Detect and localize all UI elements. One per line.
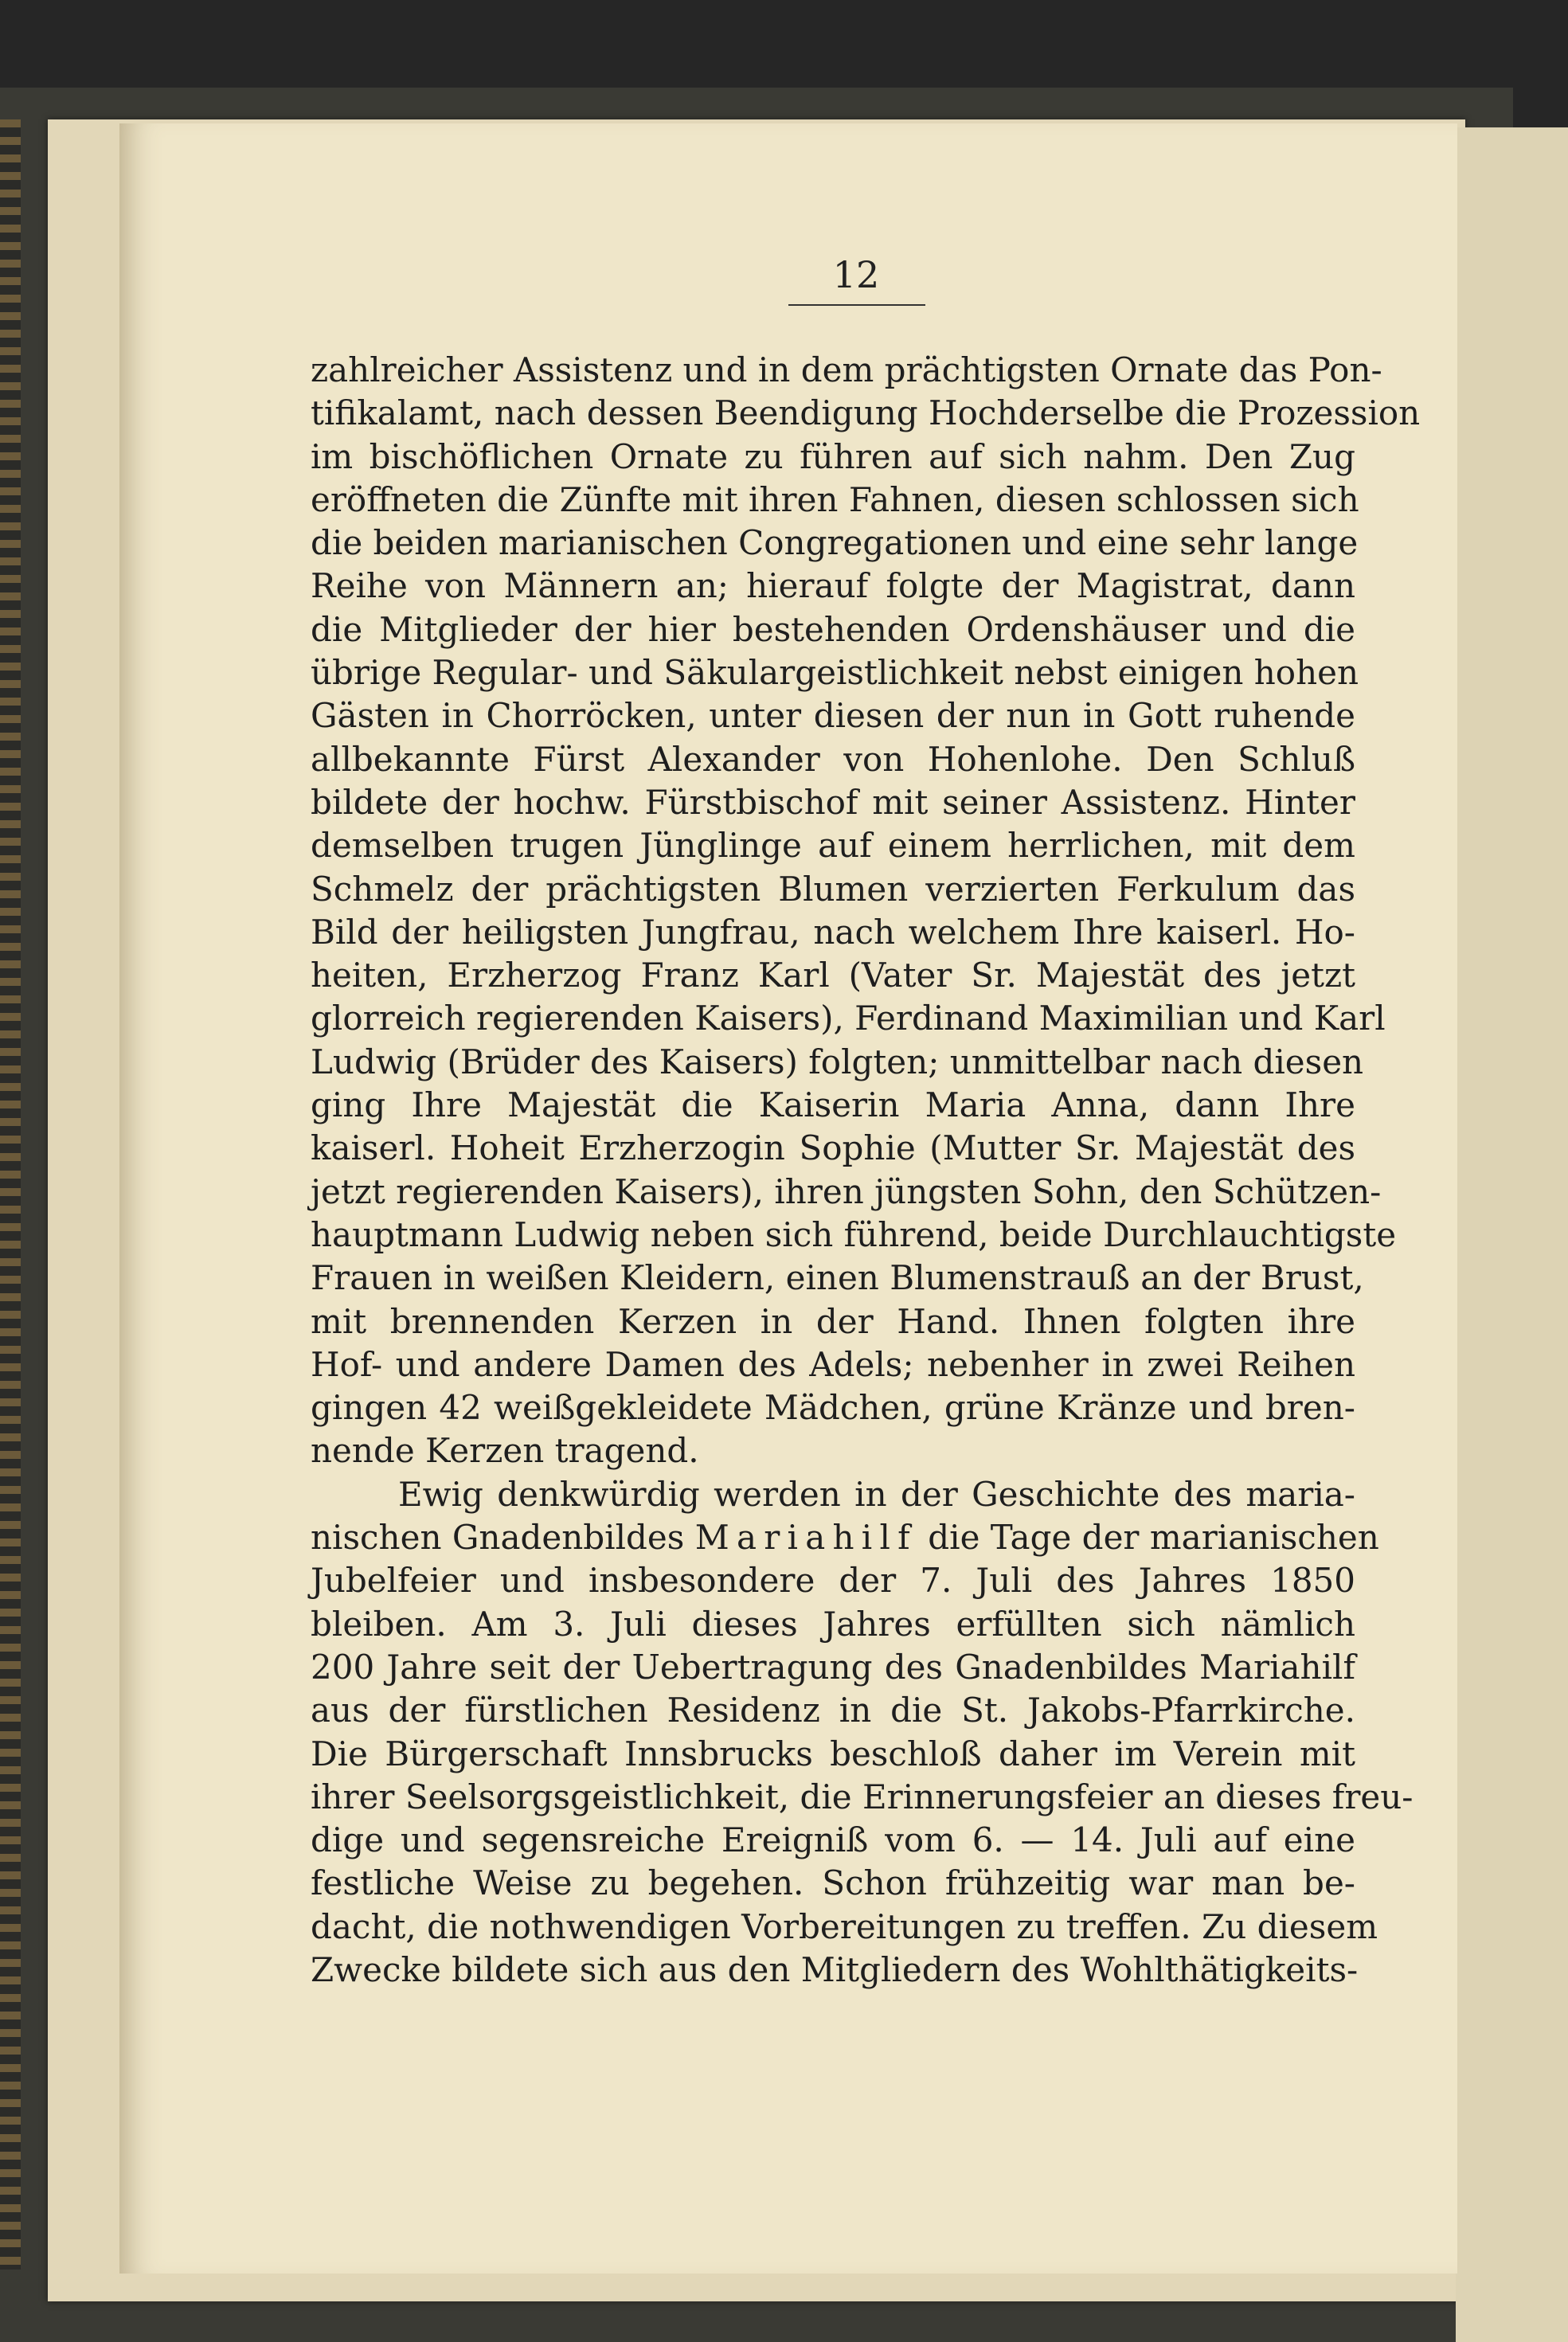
text-line: die beiden marianischen Congregationen und eine sehr lange <box>311 523 1359 563</box>
text-line: demselben trugen Jünglinge auf einem herrlichen, mit dem <box>311 826 1355 866</box>
text-line: allbekannte Fürst Alexander von Hohenlohe. Den Schluß <box>311 739 1355 779</box>
text-line: tifikalamt, nach dessen Beendigung Hochderselbe die Prozession <box>311 393 1421 433</box>
text-line: Zwecke bildete sich aus den Mitgliedern des Wohlthätigkeits- <box>311 1949 1359 1989</box>
text-line: Frauen in weißen Kleidern, einen Blumenstrauß an der Brust, <box>311 1258 1364 1298</box>
text-line: Gästen in Chorröcken, unter diesen der nun in Gott ruhende <box>311 696 1355 736</box>
text-line: Hof- und andere Damen des Adels; nebenher in zwei Reihen <box>311 1344 1355 1384</box>
text-line: Reihe von Männern an; hierauf folgte der Magistrat, dann <box>311 566 1355 606</box>
text-line: ging Ihre Majestät die Kaiserin Maria Anna, dann Ihre <box>311 1085 1355 1125</box>
text-line: eröffneten die Zünfte mit ihren Fahnen, diesen schlossen sich <box>311 479 1359 519</box>
text-line: Bild der heiligsten Jungfrau, nach welchem Ihre kaiserl. Ho- <box>311 912 1355 952</box>
text-line: Schmelz der prächtigsten Blumen verzierten Ferkulum das <box>311 869 1355 909</box>
text-line: heiten, Erzherzog Franz Karl (Vater Sr. Majestät des jetzt <box>311 956 1355 995</box>
text-line: Ewig denkwürdig werden in der Geschichte des maria- <box>398 1474 1355 1514</box>
text-line: 200 Jahre seit der Uebertragung des Gnadenbildes Mariahilf <box>311 1647 1355 1687</box>
text-line: die Mitglieder der hier bestehenden Ordenshäuser und die <box>311 609 1355 649</box>
text-line: nende Kerzen tragend. <box>311 1431 699 1471</box>
text-line: dacht, die nothwendigen Vorbereitungen zu treffen. Zu diesem <box>311 1906 1378 1946</box>
text-line: jetzt regierenden Kaisers), ihren jüngsten Sohn, den Schützen- <box>311 1171 1382 1211</box>
text-line: glorreich regierenden Kaisers), Ferdinand Maximilian und Karl <box>311 999 1386 1038</box>
text-line: nischen Gnadenbildes Mariahilf die Tage der marianischen <box>311 1518 1379 1558</box>
page-number: 12 <box>832 253 880 296</box>
text-line: mit brennenden Kerzen in der Hand. Ihnen folgten ihre <box>311 1301 1355 1341</box>
text-line: dige und segensreiche Ereigniß vom 6. — 14. Juli auf eine <box>311 1820 1355 1860</box>
cover-edge <box>0 119 21 2270</box>
next-page-edge <box>1456 127 1568 2342</box>
text-line: im bischöflichen Ornate zu führen auf sich nahm. Den Zug <box>311 436 1355 476</box>
body-text <box>311 349 1421 1992</box>
text-line: ihrer Seelsorgsgeistlichkeit, die Erinnerungsfeier an dieses freu- <box>311 1777 1414 1816</box>
text-line: festliche Weise zu begehen. Schon frühzeitig war man be- <box>311 1863 1355 1903</box>
text-line: aus der fürstlichen Residenz in die St. Jakobs-Pfarrkirche. <box>311 1691 1355 1730</box>
text-line: hauptmann Ludwig neben sich führend, beide Durchlauchtigste <box>311 1214 1397 1254</box>
text-line: übrige Regular- und Säkulargeistlichkeit nebst einigen hohen <box>311 653 1359 693</box>
page-number-rule <box>788 304 925 306</box>
text-line: Die Bürgerschaft Innsbrucks beschloß daher im Verein mit <box>311 1734 1355 1773</box>
text-line: bleiben. Am 3. Juli dieses Jahres erfüllten sich nämlich <box>311 1604 1355 1644</box>
text-line: Jubelfeier und insbesondere der 7. Juli des Jahres 1850 <box>311 1561 1355 1601</box>
text-line: bildete der hochw. Fürstbischof mit seiner Assistenz. Hinter <box>311 782 1355 822</box>
text-line: gingen 42 weißgekleidete Mädchen, grüne Kränze und bren- <box>311 1388 1355 1428</box>
text-line: Ludwig (Brüder des Kaisers) folgten; unmittelbar nach diesen <box>311 1042 1364 1081</box>
text-line: zahlreicher Assistenz und in dem prächtigsten Ornate das Pon- <box>311 350 1382 389</box>
text-line: kaiserl. Hoheit Erzherzogin Sophie (Mutter Sr. Majestät des <box>311 1128 1355 1168</box>
